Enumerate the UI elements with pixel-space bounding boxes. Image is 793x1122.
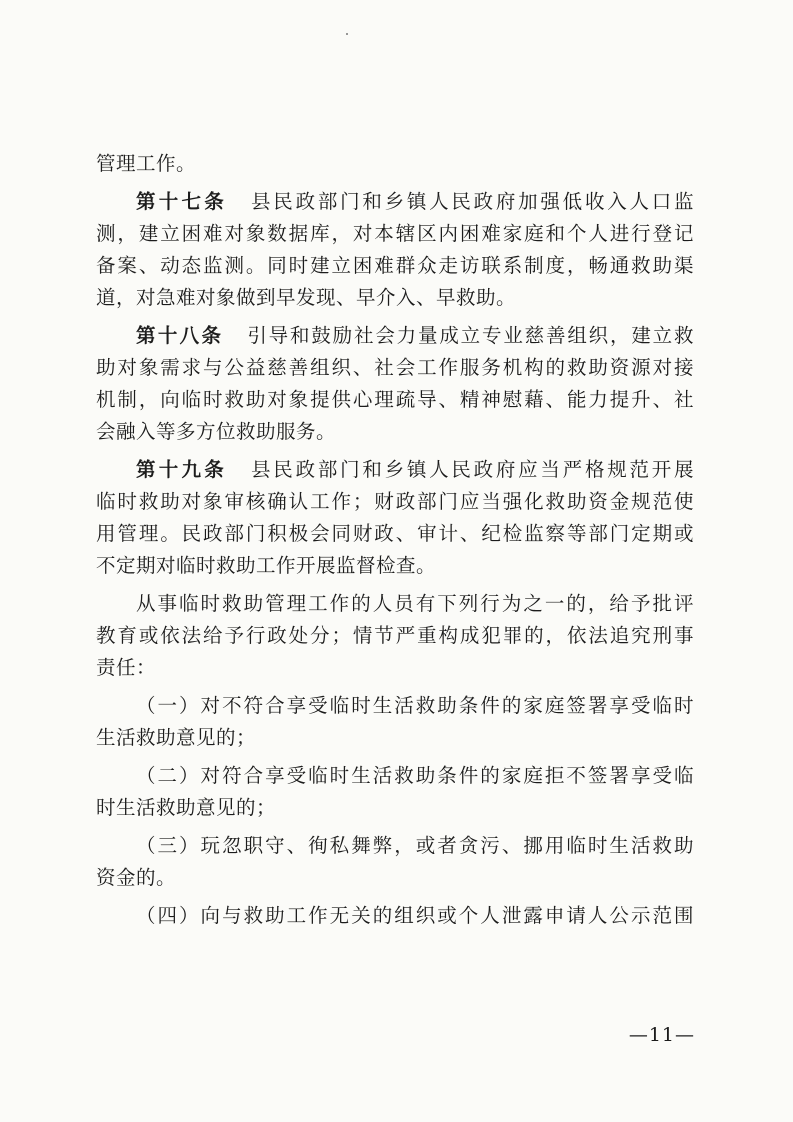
list-item-line: （二）对符合享受临时生活救助条件的家庭拒不签署享受临 [136,764,694,787]
paragraph-line: 机制，向临时救助对象提供心理疏导、精神慰藉、能力提升、社 [96,388,694,411]
paragraph-line: 教育或依法给予行政处分；情节严重构成犯罪的，依法追究刑事 [96,624,694,647]
document-body [96,148,694,932]
paragraph-text: 引导和鼓励社会力量成立专业慈善组织，建立救 [247,324,694,347]
paragraph-line: 测，建立困难对象数据库，对本辖区内困难家庭和个人进行登记 [96,222,694,245]
article-18-first-line [96,320,694,352]
paragraph-line: 不定期对临时救助工作开展监督检查。 [96,554,437,577]
article-19-first-line [96,454,694,486]
paragraph-line: 会融入等多方位救助服务。 [96,420,337,443]
page-number: —11— [628,1024,695,1046]
paragraph-line: 临时救助对象审核确认工作；财政部门应当强化救助资金规范使 [96,490,694,513]
paragraph-line: 助对象需求与公益慈善组织、社会工作服务机构的救助资源对接 [96,356,694,379]
article-17-first-line [96,186,694,218]
paragraph-line: 从事临时救助管理工作的人员有下列行为之一的，给予批评 [136,592,694,615]
article-heading: 第十八条 [136,324,224,347]
paragraph-text: 县民政部门和乡镇人民政府应当严格规范开展 [251,458,694,481]
list-item-line: （四）向与救助工作无关的组织或个人泄露申请人公示范围 [136,904,694,927]
paragraph-line: 责任： [96,656,157,679]
article-heading: 第十七条 [136,190,228,213]
paragraph-text: 县民政部门和乡镇人民政府加强低收入人口监 [251,190,694,213]
list-item-line: （三）玩忽职守、徇私舞弊，或者贪污、挪用临时生活救助 [136,834,694,857]
list-item-line: 生活救助意见的； [96,726,257,749]
list-item-line: （一）对不符合享受临时生活救助条件的家庭签署享受临时 [136,694,694,717]
article-heading: 第十九条 [136,458,228,481]
paragraph-line: 道，对急难对象做到早发现、早介入、早救助。 [96,286,517,309]
list-item-line: 资金的。 [96,866,177,889]
scan-speck [346,33,348,35]
paragraph-line: 管理工作。 [96,152,197,175]
paragraph-line: 用管理。民政部门积极会同财政、审计、纪检监察等部门定期或 [96,522,694,545]
list-item-line: 时生活救助意见的； [96,796,277,819]
paragraph-line: 备案、动态监测。同时建立困难群众走访联系制度，畅通救助渠 [96,254,694,277]
